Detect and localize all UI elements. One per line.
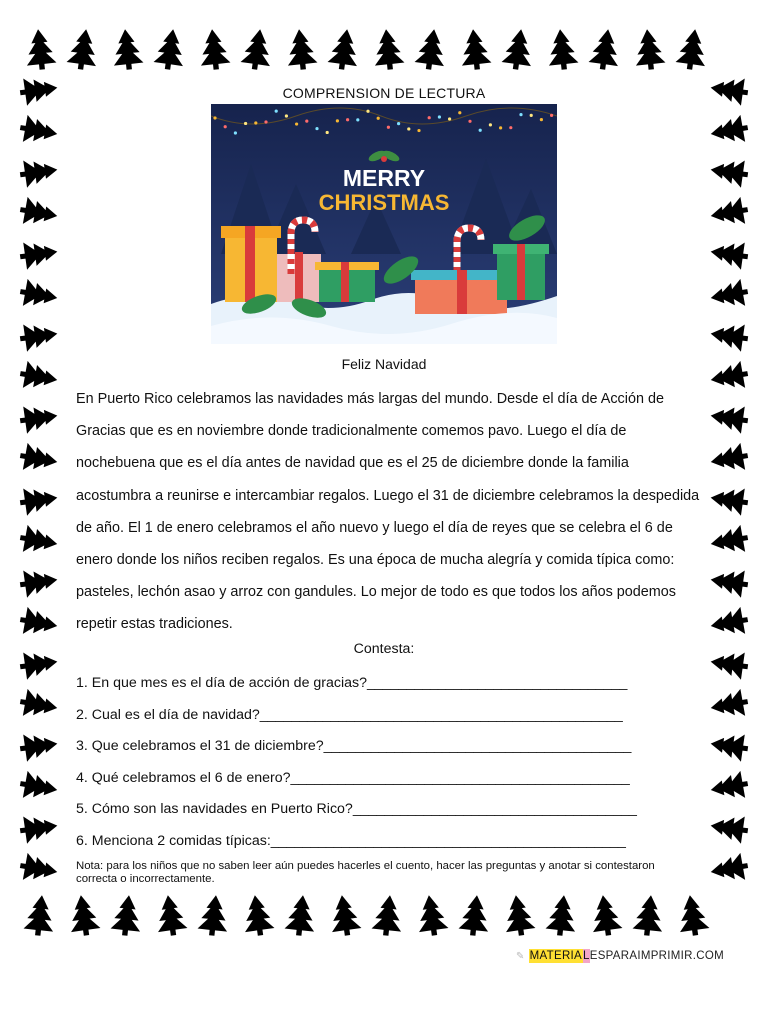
light-dot [254,121,257,124]
christmas-tree-icon [18,156,59,188]
christmas-tree-icon [18,566,59,598]
christmas-tree-icon [708,770,750,804]
christmas-tree-icon [18,852,60,886]
light-dot [458,111,461,114]
christmas-tree-icon [18,114,60,148]
christmas-tree-icon [458,28,492,71]
light-dot [499,126,502,129]
christmas-tree-icon [414,27,449,71]
light-dot [213,116,216,119]
christmas-tree-icon [709,238,750,270]
light-dot [356,118,359,121]
document-title: COMPRENSION DE LECTURA [282,85,486,101]
gift-box-icon [493,244,549,300]
christmas-tree-icon [709,730,750,762]
christmas-tree-icon [18,278,60,312]
light-dot [417,129,420,132]
christmas-tree-icon [284,28,318,71]
christmas-tree-icon [414,893,449,937]
answer-heading: Contesta: [353,641,415,657]
christmas-tree-icon [18,770,60,804]
credit-part-rest: ESPARAIMPRIMIR.COM [589,950,724,962]
christmas-tree-icon [501,27,536,71]
light-dot [540,118,543,121]
christmas-tree-icon [153,27,188,71]
light-dot [305,120,308,123]
christmas-tree-icon [709,812,750,844]
light-dot [295,122,298,125]
christmas-tree-icon [709,156,750,188]
light-dot [509,126,512,129]
christmas-tree-icon [18,812,59,844]
christmas-tree-icon [708,442,750,476]
christmas-tree-icon [110,28,144,71]
christmas-tree-icon [709,402,750,434]
story-title: Feliz Navidad [341,356,427,372]
christmas-tree-icon [708,524,750,558]
light-dot [326,131,329,134]
christmas-tree-icon [240,893,275,937]
light-dot [224,125,227,128]
christmas-tree-icon [18,688,60,722]
christmas-tree-icon [371,28,405,71]
christmas-tree-icon [545,894,579,937]
christmas-tree-icon [371,894,405,937]
christmas-tree-icon [18,196,60,230]
christmas-tree-icon [632,28,666,71]
christmas-tree-icon [708,852,750,886]
christmas-tree-icon [18,484,59,516]
light-dot [336,119,339,122]
christmas-tree-icon [327,27,362,71]
christmas-tree-icon [18,730,59,762]
light-dot [366,110,369,113]
christmas-tree-icon [588,893,623,937]
light-dot [315,127,318,130]
christmas-tree-icon [66,893,101,937]
question-5: 5. Cómo son las navidades en Puerto Rico?____________________________________ [76,801,637,818]
light-dot [234,131,237,134]
light-dot [489,123,492,126]
greeting-merry: MERRY [342,165,426,191]
question-6: 6. Menciona 2 comidas típicas:_____________________________________________ [76,832,626,849]
christmas-tree-icon [675,27,710,71]
question-4: 4. Qué celebramos el 6 de enero?___________________________________________ [76,769,630,786]
christmas-tree-icon [708,688,750,722]
light-dot [264,120,267,123]
gift-box-icon [221,226,281,302]
christmas-tree-icon [708,196,750,230]
light-dot [275,110,278,113]
christmas-tree-icon [708,606,750,640]
christmas-tree-icon [588,27,623,71]
christmas-tree-icon [23,894,57,937]
teacher-note: Nota: para los niños que no saben leer aún puedes hacerles el cuento, hacer las preguntas y anotar si contestaron correcta o incorrectamente. [76,860,655,885]
site-credit [516,950,724,962]
christmas-tree-icon [709,320,750,352]
christmas-tree-icon [153,893,188,937]
christmas-tree-icon [18,524,60,558]
light-dot [448,117,451,120]
christmas-tree-icon [501,893,536,937]
christmas-tree-icon [708,114,750,148]
light-dot [244,122,247,125]
question-list [76,668,706,858]
pencil-icon: ✎ [515,951,525,962]
christmas-tree-icon [197,894,231,937]
christmas-tree-icon [708,278,750,312]
christmas-tree-icon [675,893,710,937]
gift-box-icon [411,270,511,314]
christmas-tree-icon [327,893,362,937]
question-1: 1. En que mes es el día de acción de gracias?_________________________________ [76,675,628,691]
christmas-tree-icon [18,238,59,270]
christmas-tree-icon [110,894,144,937]
light-dot [285,114,288,117]
credit-part-l: L [583,950,590,962]
christmas-tree-icon [18,320,59,352]
light-dot [407,127,410,130]
christmas-tree-icon [23,28,57,71]
light-dot [438,115,441,118]
christmas-tree-icon [66,27,101,71]
light-dot [387,126,390,129]
greeting-christmas: CHRISTMAS [318,190,450,215]
christmas-tree-icon [18,606,60,640]
light-dot [468,120,471,123]
question-2: 2. Cual es el día de navidad?______________________________________________ [76,706,623,723]
christmas-tree-icon [18,402,59,434]
question-3: 3. Que celebramos el 31 de diciembre?_______________________________________ [76,738,632,755]
light-dot [479,129,482,132]
merry-christmas-illustration [211,104,557,344]
christmas-tree-icon [197,28,231,71]
light-dot [530,114,533,117]
christmas-tree-icon [284,894,318,937]
gift-box-icon [277,252,321,302]
christmas-tree-icon [458,894,492,937]
christmas-tree-icon [240,27,275,71]
christmas-tree-icon [18,442,60,476]
light-dot [377,117,380,120]
christmas-tree-icon [709,566,750,598]
light-dot [550,114,553,117]
christmas-tree-icon [545,28,579,71]
light-dot [346,118,349,121]
christmas-tree-icon [709,484,750,516]
light-dot [397,122,400,125]
credit-part-materia: MATERIA [529,950,583,962]
story-paragraph: En Puerto Rico celebramos las navidades más largas del mundo. Desde el día de Acción de Gracias que es en noviembre donde tradicionalmente comemos pavo. Luego el día de nochebuena que es el día antes de navidad que es el 25 de diciembre donde la familia acostumbra a reunirse e intercambiar regalos. Luego el 31 de diciembre celebramos la despedida de año. El 1 de enero celebramos el año nuevo y luego el día de reyes que se celebra el 6 de enero donde los niños reciben regalos. Es una época de mucha alegría y comida típica como: pasteles, lechón asao y arroz con gandules. Lo mejor de todo es que todos los años podemos repetir estas tradiciones. [76,391,700,633]
light-dot [519,113,522,116]
light-dot [428,116,431,119]
christmas-tree-icon [632,894,666,937]
gift-box-icon [315,262,379,302]
